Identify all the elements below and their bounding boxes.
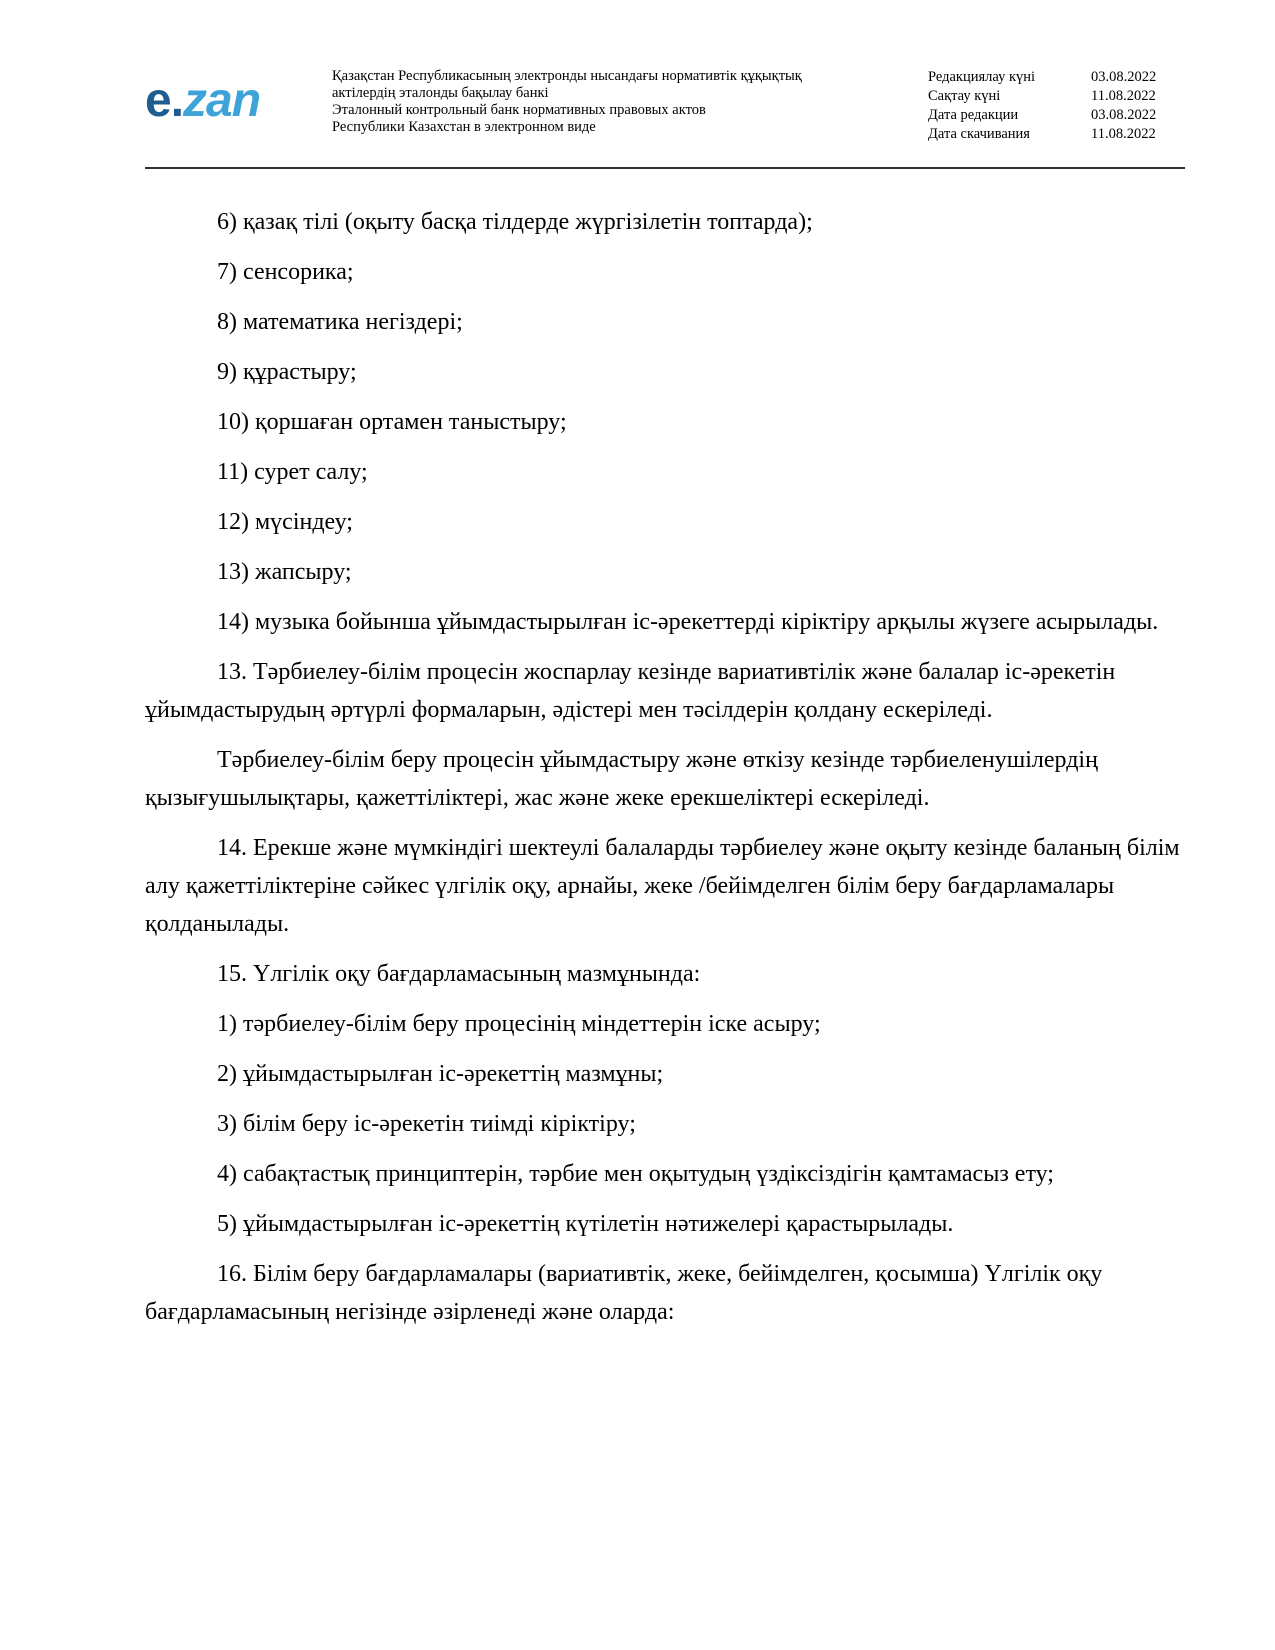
- body-paragraph: 6) қазақ тілі (оқыту басқа тілдерде жүргізілетін топтарда);: [217, 209, 813, 235]
- bank-title-line: Эталонный контрольный банк нормативных правовых актов: [332, 102, 706, 118]
- bank-title-line: актілердің эталонды бақылау банкі: [332, 85, 549, 101]
- document-header: [145, 62, 1185, 168]
- body-paragraph: 1) тәрбиелеу-білім беру процесінің міндеттерін іске асыру;: [217, 1011, 821, 1037]
- body-paragraph: 3) білім беру іс-әрекетін тиімді кіріктіру;: [217, 1111, 636, 1137]
- body-paragraph: 9) құрастыру;: [217, 359, 357, 385]
- ezan-logo: [145, 74, 261, 127]
- date-row-download-ru: [928, 125, 1188, 144]
- body-paragraph: 15. Үлгілік оқу бағдарламасының мазмұнында:: [217, 961, 701, 987]
- body-paragraph: 14) музыка бойынша ұйымдастырылған іс-әрекеттерді кіріктіру арқылы жүзеге асырылады.: [217, 609, 1159, 635]
- date-label: Дата скачивания: [928, 126, 1030, 142]
- date-label: Редакциялау күні: [928, 69, 1036, 85]
- header-divider: [145, 167, 1185, 169]
- body-paragraph: 13) жапсыру;: [217, 559, 352, 585]
- body-paragraph: 11) сурет салу;: [217, 459, 368, 485]
- bank-title-line: Республики Казахстан в электронном виде: [332, 119, 596, 135]
- body-paragraph: 8) математика негіздері;: [217, 309, 463, 335]
- body-paragraph: 10) қоршаған ортамен таныстыру;: [217, 409, 567, 435]
- body-paragraph: Тәрбиелеу-білім беру процесін ұйымдастыру және өткізу кезінде тәрбиеленушілердің қызығушылықтары, қажеттіліктері, жас және жеке ерекшеліктері ескеріледі.: [145, 747, 1098, 811]
- body-paragraph: 13. Тәрбиелеу-білім процесін жоспарлау кезінде вариативтілік және балалар іс-әрекетін ұйымдастырудың әртүрлі формаларын, әдістері мен тәсілдерін қолдану ескеріледі.: [145, 659, 1116, 723]
- date-label: Сақтау күні: [928, 88, 1001, 104]
- date-row-save-kz: [928, 87, 1188, 106]
- date-label: Дата редакции: [928, 107, 1019, 123]
- date-value: 03.08.2022: [1091, 107, 1157, 123]
- bank-title: [332, 68, 892, 136]
- body-paragraph: 12) мүсіндеу;: [217, 509, 353, 535]
- date-value: 11.08.2022: [1091, 88, 1156, 104]
- date-row-edit-ru: [928, 106, 1188, 125]
- body-paragraph: 4) сабақтастық принциптерін, тәрбие мен оқытудың үздіксіздігін қамтамасыз ету;: [217, 1161, 1054, 1187]
- logo-text-zan: zan: [183, 74, 261, 127]
- body-paragraph: 7) сенсорика;: [217, 259, 354, 285]
- body-paragraph: 16. Білім беру бағдарламалары (вариативтік, жеке, бейімделген, қосымша) Үлгілік оқу бағдарламасының негізінде әзірленеді және оларда:: [145, 1261, 1103, 1325]
- document-body: [145, 203, 1185, 1343]
- body-paragraph: 5) ұйымдастырылған іс-әрекеттің күтілетін нәтижелері қарастырылады.: [217, 1211, 954, 1237]
- document-dates: [928, 68, 1188, 144]
- date-value: 11.08.2022: [1091, 126, 1156, 142]
- logo-text-dot: .: [170, 74, 184, 127]
- logo-text-e: e: [145, 74, 171, 127]
- body-paragraph: 14. Ерекше және мүмкіндігі шектеулі балаларды тәрбиелеу және оқыту кезінде баланың білім алу қажеттіліктеріне сәйкес үлгілік оқу, арнайы, жеке /бейімделген білім беру бағдарламалары қолданылады.: [145, 835, 1180, 937]
- bank-title-line: Қазақстан Республикасының электронды нысандағы нормативтік құқықтық: [332, 68, 802, 84]
- date-row-edit-kz: [928, 68, 1188, 87]
- date-value: 03.08.2022: [1091, 69, 1157, 85]
- body-paragraph: 2) ұйымдастырылған іс-әрекеттің мазмұны;: [217, 1061, 664, 1087]
